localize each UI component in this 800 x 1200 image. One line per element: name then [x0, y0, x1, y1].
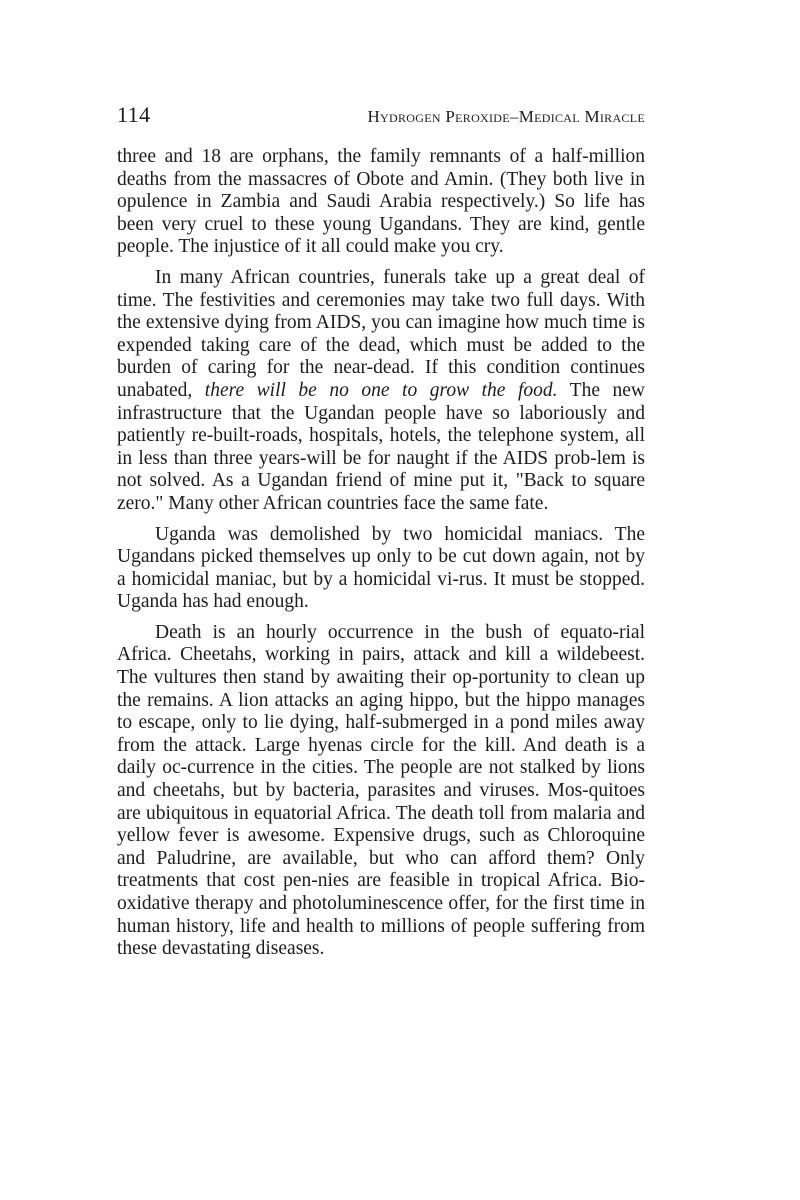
paragraph: [117, 146, 645, 259]
paragraph-text: three and 18 are orphans, the family remnants of a half-million deaths from the massacres of Obote and Amin. (They both live in opulence in Zambia and Saudi Arabia respectively.) So life has been very cruel to these young Ugandans. They are kind, gentle people. The injustice of it all could make you cry.: [117, 146, 645, 258]
paragraph-text: Uganda was demolished by two homicidal maniacs. The Ugandans picked themselves up only to be cut down again, not by a homicidal maniac, but by a homicidal vi-rus. It must be stopped. Uganda has had enough.: [117, 523, 645, 613]
running-head: Hydrogen Peroxide–Medical Miracle: [367, 107, 645, 126]
paragraph-text: In many African countries, funerals take up a great deal of time. The festivities and ceremonies may take two full days. With the extensive dying from AIDS, you can imagine how much time is expended taking care of the dead, which must be added to the burden of caring for the near-dead. If this condition continues unabated,: [117, 266, 645, 401]
italic-phrase: there will be no one to grow the food.: [204, 379, 558, 401]
page-number: 114: [117, 102, 151, 127]
body-text: [117, 146, 645, 961]
paragraph-text: Death is an hourly occurrence in the bush of equato-rial Africa. Cheetahs, working in pairs, attack and kill a wildebeest. The vultures then stand by awaiting their op-portunity to clean up the remains. A lion attacks an aging hippo, but the hippo manages to escape, only to lie dying, half-submerged in a pond miles away from the attack. Large hyenas circle for the kill. And death is a daily oc-currence in the cities. The people are not stalked by lions and cheetahs, but by bacteria, parasites and viruses. Mos-quitoes are ubiquitous in equatorial Africa. The death toll from malaria and yellow fever is awesome. Expensive drugs, such as Chloroquine and Paludrine, are available, but who can afford them? Only treatments that cost pen-nies are feasible in tropical Africa. Bio-oxidative therapy and photoluminescence offer, for the first time in human history, life and health to millions of people suffering from these devastating diseases.: [117, 621, 645, 960]
paragraph: [117, 622, 645, 961]
paragraph: [117, 524, 645, 614]
page-header: [117, 102, 645, 146]
paragraph-text: The new infrastructure that the Ugandan people have so laboriously and patiently re-built-roads, hospitals, hotels, the telephone system, all in less than three years-will be for naught if the AIDS prob-lem is not solved. As a Ugandan friend of mine put it, "Back to square zero." Many other African countries face the same fate.: [117, 379, 645, 514]
book-page: [117, 102, 645, 969]
paragraph: [117, 267, 645, 516]
